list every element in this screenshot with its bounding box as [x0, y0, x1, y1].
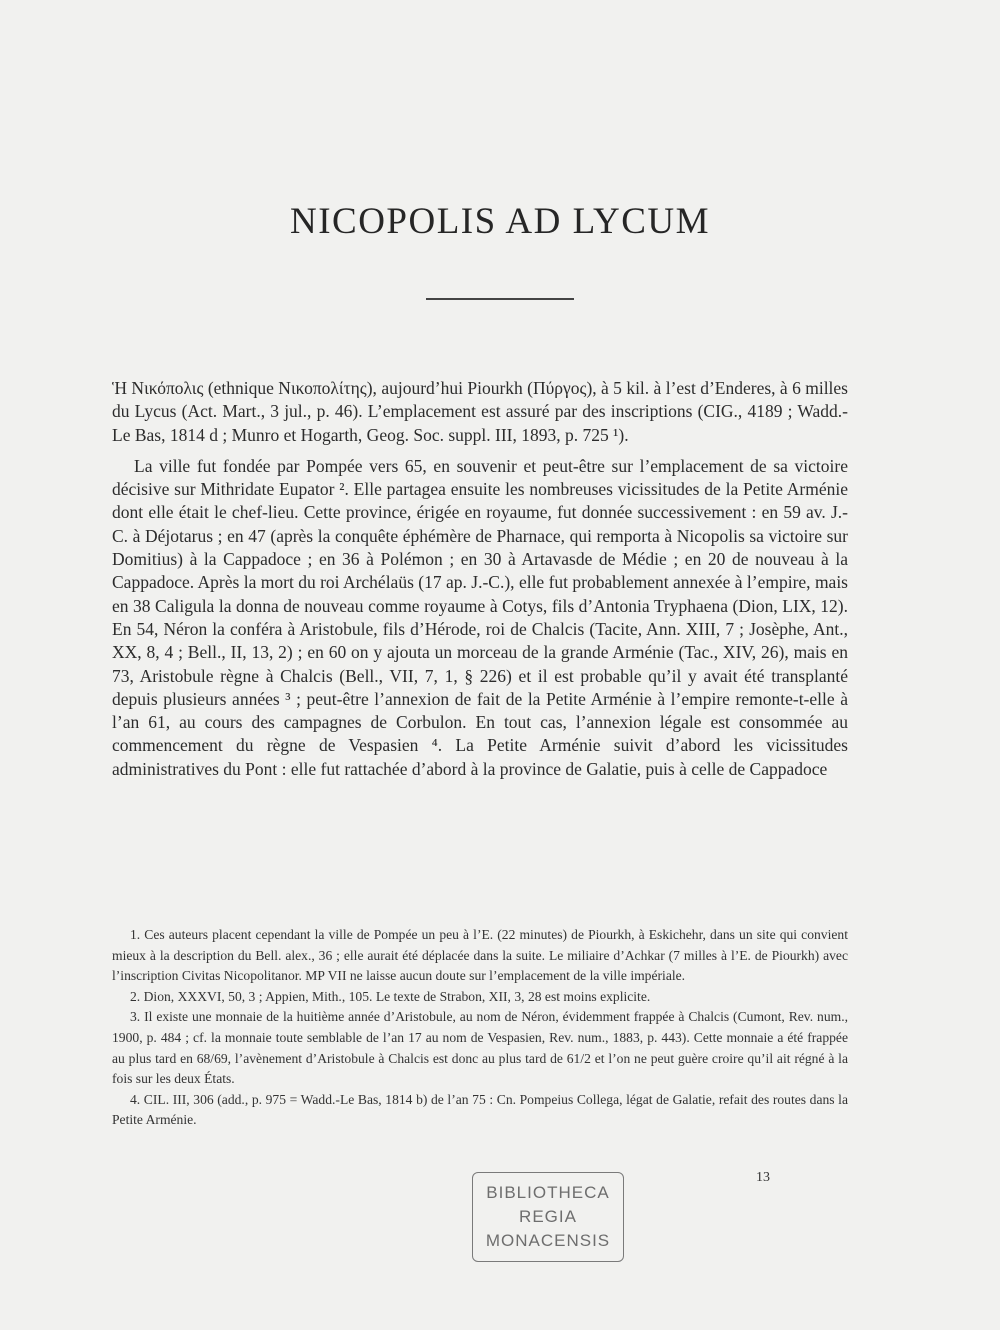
body-paragraph: La ville fut fondée par Pompée vers 65, en souvenir et peut-être sur l’emplacement de sa victoire décisive sur Mithridate Eupator ². Elle partagea ensuite les nombreuses vicissitudes de la Petite Arménie dont elle était le chef-lieu. Cette province, érigée en royaume, fut donnée successivement : en 59 av. J.-C. à Déjotarus ; en 47 (après la conquête éphémère de Pharnace, qui remporta à Nicopolis sa victoire sur Domitius) à la Cappadoce ; en 36 à Polémon ; en 30 à Artavasde de Médie ; en 20 de nouveau à la Cappadoce. Après la mort du roi Archélaüs (17 ap. J.-C.), elle fut probablement annexée à l’empire, mais en 38 Caligula la donna de nouveau comme royaume à Cotys, fils d’Antonia Tryphaena (Dion, LIX, 12). En 54, Néron la conféra à Aristobule, fils d’Hérode, roi de Chalcis (Tacite, Ann. XIII, 7 ; Josèphe, Ant., XX, 8, 4 ; Bell., II, 13, 2) ; en 60 on y ajouta un morceau de la grande Arménie (Tac., XIV, 26), mais en 73, Aristobule règne à Chalcis (Bell., VII, 7, 1, § 226) et il est probable qu’il y avait été transplanté depuis plusieurs années ³ ; peut-être l’annexion de fait de la Petite Arménie à l’empire remonte-t-elle à l’an 61, au cours des campagnes de Corbulon. En tout cas, l’annexion légale est consommée au commencement du règne de Vespasien ⁴. La Petite Arménie suivit d’abord les vicissitudes administratives du Pont : elle fut rattachée d’abord à la province de Galatie, puis à celle de Cappadoce: [112, 455, 848, 779]
stamp-line: REGIA: [519, 1207, 577, 1226]
footnotes: [112, 925, 848, 1131]
title-rule: [426, 298, 574, 300]
page-number: 13: [756, 1170, 770, 1185]
body-text: [112, 377, 848, 789]
page-title: NICOPOLIS AD LYCUM: [289, 201, 711, 242]
footnote: 2. Dion, XXXVI, 50, 3 ; Appien, Mith., 105. Le texte de Strabon, XII, 3, 28 est moins explicite.: [130, 988, 651, 1004]
body-paragraph: Ἡ Νικόπολις (ethnique Νικοπολίτης), aujourd’hui Piourkh (Πύργος), à 5 kil. à l’est d’Enderes, à 6 milles du Lycus (Act. Mart., 3 jul., p. 46). L’emplacement est assuré par des inscriptions (CIG., 4189 ; Wadd.-Le Bas, 1814 d ; Munro et Hogarth, Geog. Soc. suppl. III, 1893, p. 725 ¹).: [112, 378, 848, 445]
stamp-line: BIBLIOTHECA: [486, 1183, 610, 1202]
footnote: 3. Il existe une monnaie de la huitième année d’Aristobule, au nom de Néron, évidemment frappée à Chalcis (Cumont, Rev. num., 1900, p. 484 ; cf. la monnaie toute semblable de l’an 17 au nom de Vespasien, Rev. num., 1883, p. 443). Cette monnaie a été frappée au plus tard en 68/69, l’avènement d’Aristobule à Chalcis est donc au plus tard de 61/2 et l’on ne peut guère croire qu’il ait régné à la fois sur les deux États.: [112, 1009, 848, 1087]
library-stamp: [472, 1172, 624, 1262]
footnote: 1. Ces auteurs placent cependant la ville de Pompée un peu à l’E. (22 minutes) de Piourkh, à Eskichehr, dans un site qui convient mieux à la description du Bell. alex., 36 ; elle aurait été déplacée dans la suite. Le miliaire d’Achkar (7 milles à l’E. de Piourkh) avec l’inscription Civitas Nicopolitanor. MP VII ne laisse aucun doute sur l’emplacement de la ville impériale.: [112, 927, 848, 984]
footnote: 4. CIL. III, 306 (add., p. 975 = Wadd.-Le Bas, 1814 b) de l’an 75 : Cn. Pompeius Collega, légat de Galatie, refait des routes dans la Petite Arménie.: [112, 1091, 848, 1128]
stamp-line: MONACENSIS: [485, 1231, 611, 1250]
